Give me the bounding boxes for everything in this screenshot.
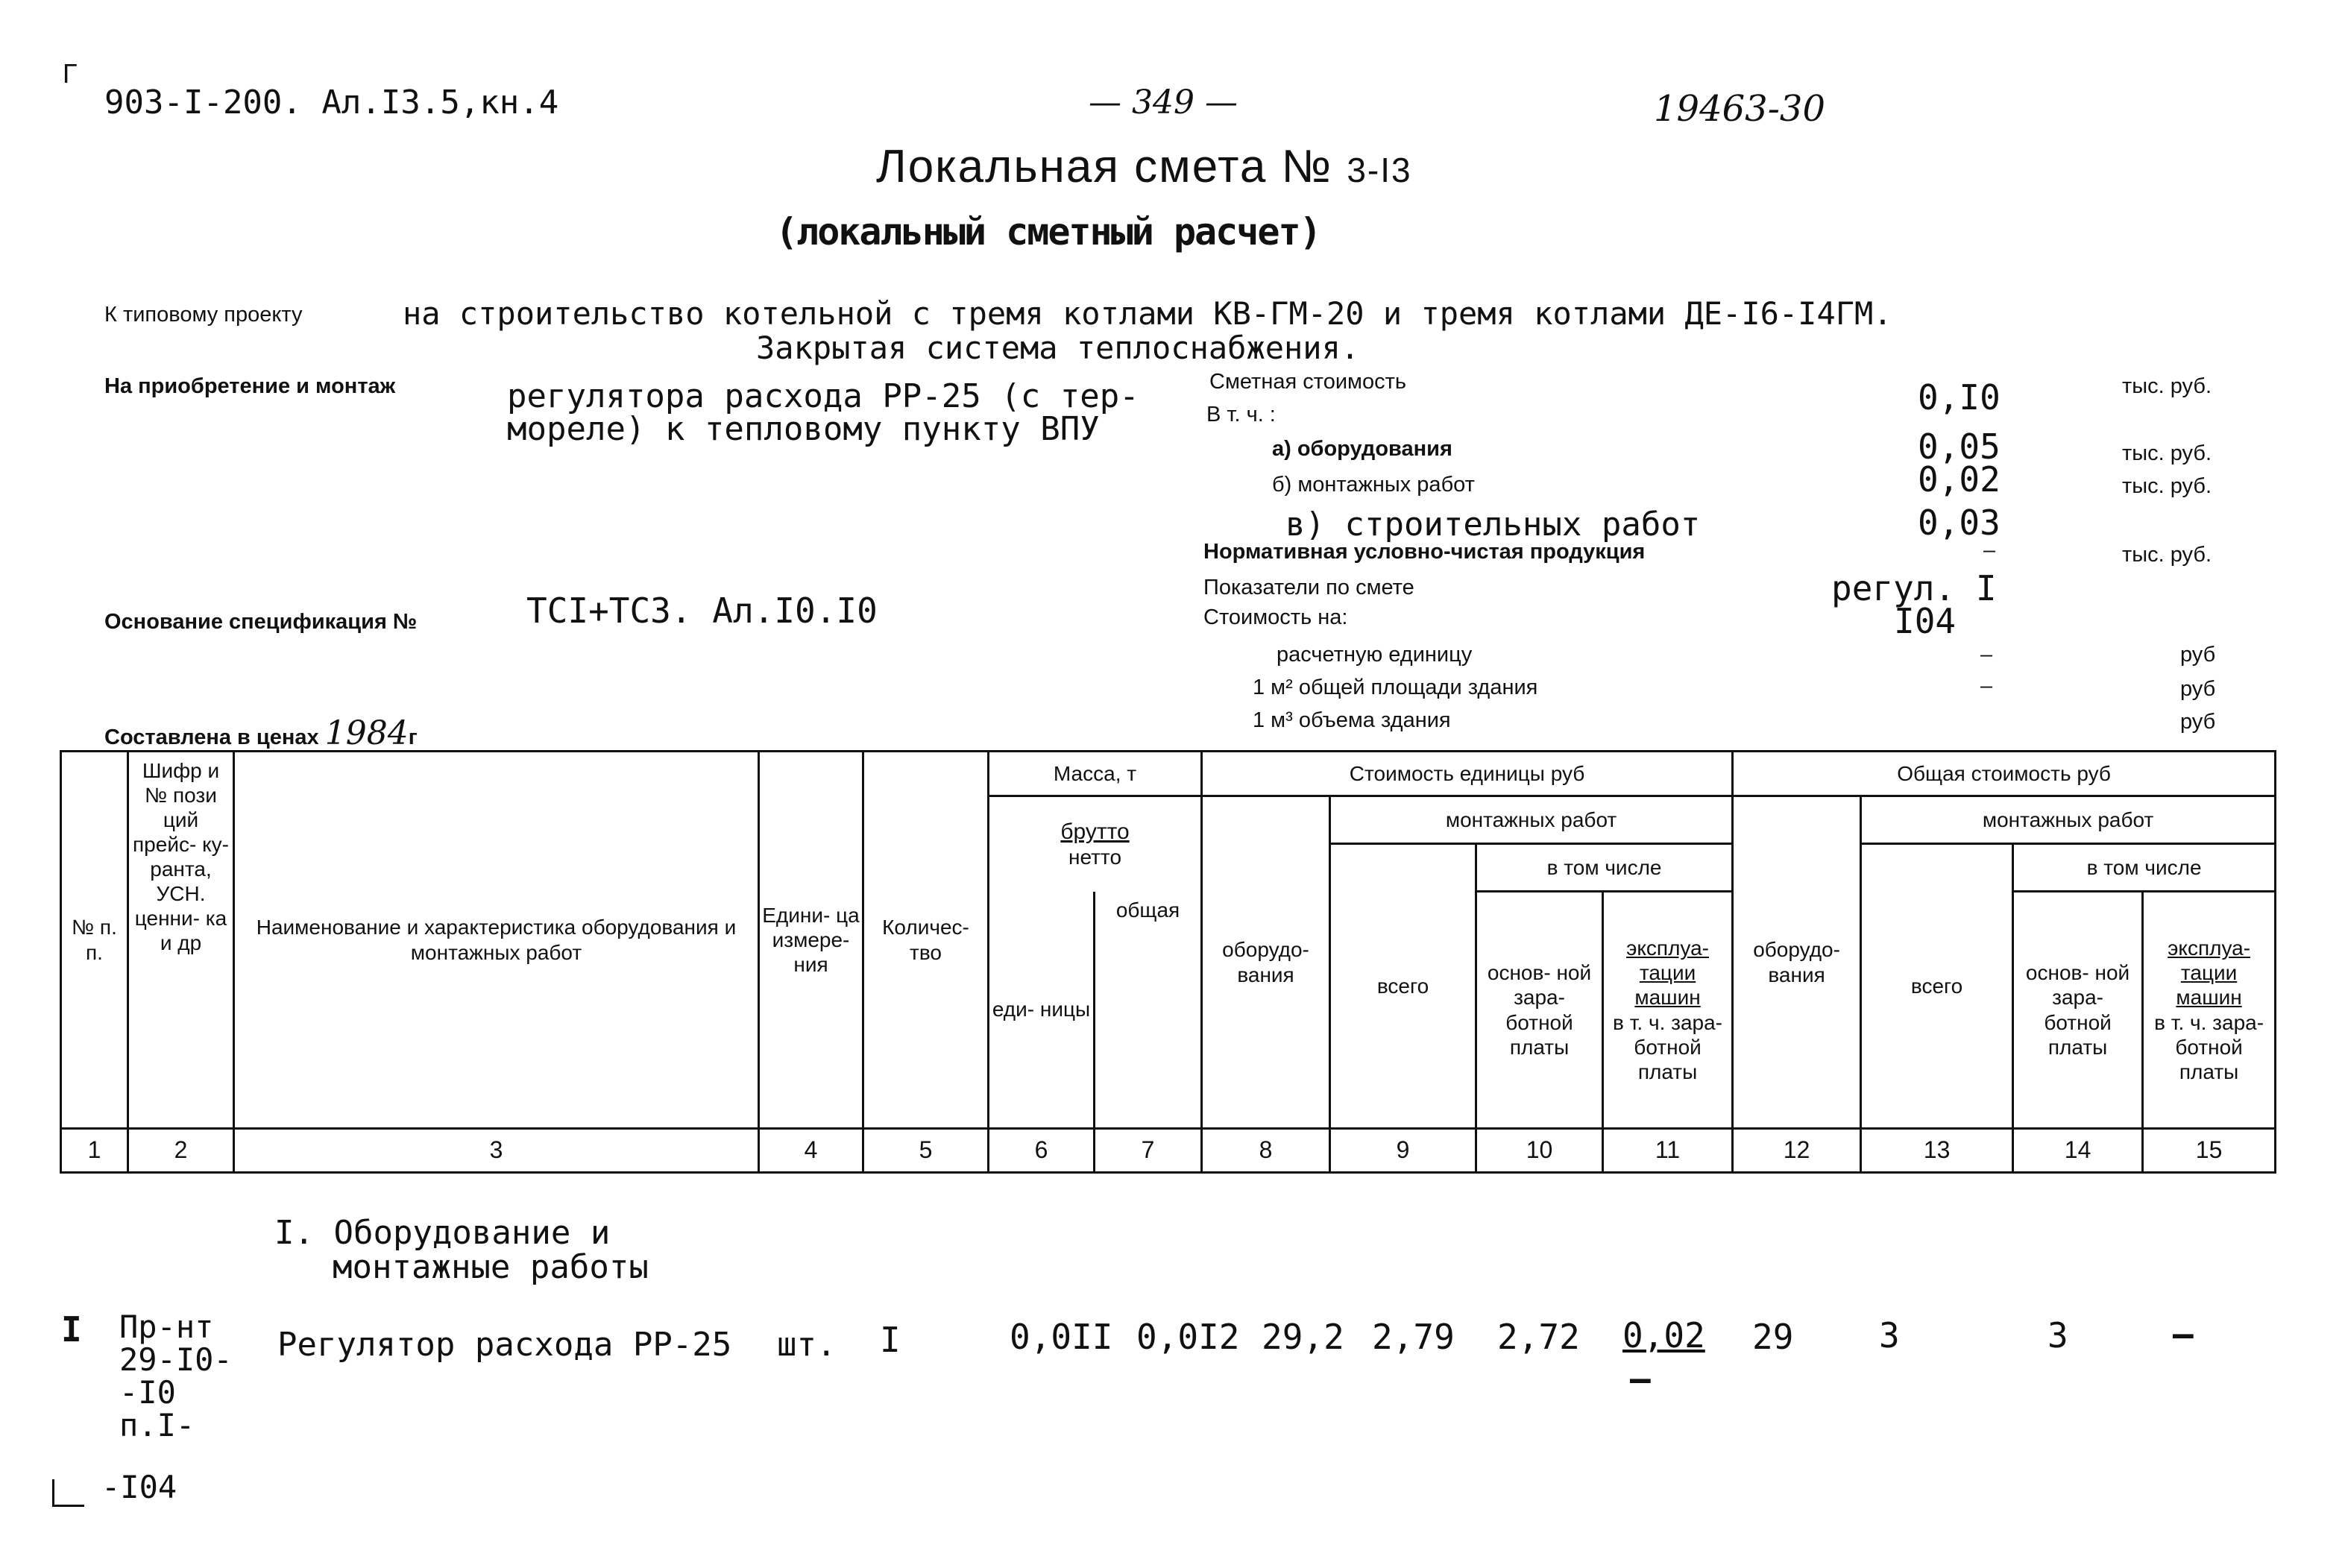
per-m3-label: 1 м³ объема здания [1253,708,1451,732]
unit-thousand-3: тыс. руб. [2122,474,2212,498]
row-mass-total: 0,0I2 [1136,1317,1240,1357]
specification-table [60,750,2274,1174]
normative-label: Нормативная условно-чистая продукция [1203,540,1646,564]
row-unit-equipment: 29,2 [1262,1317,1344,1357]
per-unit-value: – [1980,643,1993,667]
equipment-value: 0,05 [1918,426,2001,467]
installation-value: 0,02 [1918,459,2001,500]
page-title [876,140,1412,193]
header-total-install-total: всего [1861,844,2013,1129]
header-total-machine-op: эксплуа- тации машин [2168,936,2251,1010]
header-brutto-netto [989,796,1202,892]
row-mass-unit: 0,0II [1010,1317,1113,1357]
header-unit: Едини- ца измере- ния [759,752,863,1129]
header-brutto: брутто [1060,819,1130,845]
title-subtitle: (локальный сметный расчет) [775,210,1320,254]
header-unit-base-wage: основ- ной зара- ботной платы [1476,892,1603,1129]
col-number: 7 [1095,1129,1202,1173]
row-total-equipment: 29 [1752,1317,1794,1357]
header-unit-machine [1603,892,1733,1129]
header-netto: нетто [1068,846,1122,869]
indicators-value-1: регул. I [1831,568,1997,608]
page-number: — 349 — [1089,84,1238,122]
row-unit-install-total: 2,79 [1372,1317,1455,1357]
estimated-cost-label: Сметная стоимость [1209,370,1406,394]
row-unit-machine-wage: – [1630,1358,1651,1399]
row-code-line: Пр-нт [119,1309,214,1345]
header-unit-including: в том числе [1476,844,1733,892]
corner-mark: Г [63,58,78,89]
row-code [119,1311,233,1442]
col-number: 10 [1476,1129,1603,1173]
project-text-line2: Закрытая система теплоснабжения. [756,330,1360,366]
project-label: К типовому проекту [104,303,303,327]
header-mass: Масса, т [989,752,1202,796]
header-total-machine-wage: в т. ч. зара- ботной платы [2154,1010,2264,1083]
title-main: Локальная смета № [876,141,1333,192]
header-no: № п. п. [61,752,128,1129]
row-unit: шт. [777,1326,837,1364]
header-unit-install-total: всего [1330,844,1476,1129]
row-name: Регулятор расхода РР-25 [277,1326,732,1364]
compiled-suffix: г [408,725,418,749]
section-heading-line2: монтажные работы [333,1248,649,1286]
construction-value: 0,03 [1918,503,2001,543]
header-unit-install: монтажных работ [1330,796,1733,844]
col-number: 6 [989,1129,1095,1173]
col-number: 12 [1733,1129,1861,1173]
section-heading-line1: I. Оборудование и [274,1214,611,1252]
unit-thousand-1: тыс. руб. [2122,374,2212,398]
purchase-text-line1: регулятора расхода РР-25 (с тер- [507,377,1139,415]
row-unit-machine: 0,02 [1622,1315,1705,1356]
row-qty: I [880,1320,901,1360]
bottom-corner-mark [52,1479,84,1507]
col-number: 4 [759,1129,863,1173]
col-number: 11 [1603,1129,1733,1173]
basis-value: TCI+TC3. Ал.I0.I0 [526,591,878,631]
row-code-line: п.I- [119,1407,195,1443]
normative-value: – [1983,538,1996,562]
estimated-cost-value: 0,I0 [1918,377,2001,418]
installation-label: б) монтажных работ [1272,473,1475,497]
including-label: В т. ч. : [1206,403,1276,426]
col-number: 15 [2143,1129,2276,1173]
project-text-line1: на строительство котельной с тремя котлами КВ-ГМ-20 и тремя котлами ДЕ-I6-I4ГМ. [403,295,1892,332]
col-number: 14 [2013,1129,2143,1173]
unit-rub-1: руб [2180,643,2216,667]
row-unit-base-wage: 2,72 [1497,1317,1580,1357]
header-unit-cost: Стоимость единицы руб [1202,752,1733,796]
col-number: 1 [61,1129,128,1173]
indicators-value-2: I04 [1894,601,1957,641]
per-m2-label: 1 м² общей площади здания [1253,676,1538,699]
row-code-line: -I0 [119,1374,176,1411]
row-total-base-wage: 3 [2047,1315,2068,1356]
col-number: 8 [1202,1129,1330,1173]
header-code: Шифр и № пози ций прейс- ку- ранта, УСН. ценни- ка и др [128,752,234,1129]
col-number: 13 [1861,1129,2013,1173]
basis-label: Основание спецификация № [104,610,418,634]
handwritten-number: 19463-30 [1654,88,1825,130]
purchase-text-line2: мореле) к тепловому пункту ВПУ [507,410,1100,448]
cost-per-label: Стоимость на: [1203,605,1348,629]
col-number: 3 [234,1129,759,1173]
purchase-label: На приобретение и монтаж [104,374,396,398]
header-total-install: монтажных работ [1861,796,2276,844]
header-mass-total: общая [1095,892,1202,1129]
unit-rub-3: руб [2180,710,2216,734]
estimate-number: 3-I3 [1347,151,1412,189]
equipment-label: а) оборудования [1272,437,1452,461]
document-code: 903-I-200. Ал.I3.5,кн.4 [104,84,559,122]
header-total-including: в том числе [2013,844,2276,892]
row-total-install: 3 [1879,1315,1900,1356]
col-number: 5 [863,1129,989,1173]
per-m2-value: – [1980,674,1993,698]
construction-label: в) строительных работ [1285,506,1701,544]
header-total-cost: Общая стоимость руб [1733,752,2276,796]
header-unit-machine-op: эксплуа- тации машин [1626,936,1709,1010]
indicators-label: Показатели по смете [1203,576,1414,599]
unit-thousand-2: тыс. руб. [2122,441,2212,465]
per-unit-label: расчетную единицу [1277,643,1473,667]
row-no: I [61,1309,82,1350]
unit-thousand-4: тыс. руб. [2122,543,2212,567]
row-total-machine: – [2173,1314,2194,1354]
header-unit-machine-wage: в т. ч. зара- ботной платы [1613,1010,1723,1083]
header-total-equipment: оборудо- вания [1733,796,1861,1129]
compiled-label [104,714,418,752]
compiled-year: 1984 [324,714,409,752]
header-unit-equipment: оборудо- вания [1202,796,1330,1129]
header-total-base-wage: основ- ной зара- ботной платы [2013,892,2143,1129]
header-mass-unit: еди- ницы [989,892,1095,1129]
compiled-label-text: Составлена в ценах [104,725,319,749]
header-qty: Количес- тво [863,752,989,1129]
header-name: Наименование и характеристика оборудования и монтажных работ [234,752,759,1129]
header-total-machine [2143,892,2276,1129]
column-numbers-row [61,1129,2276,1173]
row-code-line: 29-I0- [119,1341,233,1378]
col-number: 2 [128,1129,234,1173]
unit-rub-2: руб [2180,677,2216,701]
row-code-last: -I04 [101,1469,177,1505]
col-number: 9 [1330,1129,1476,1173]
